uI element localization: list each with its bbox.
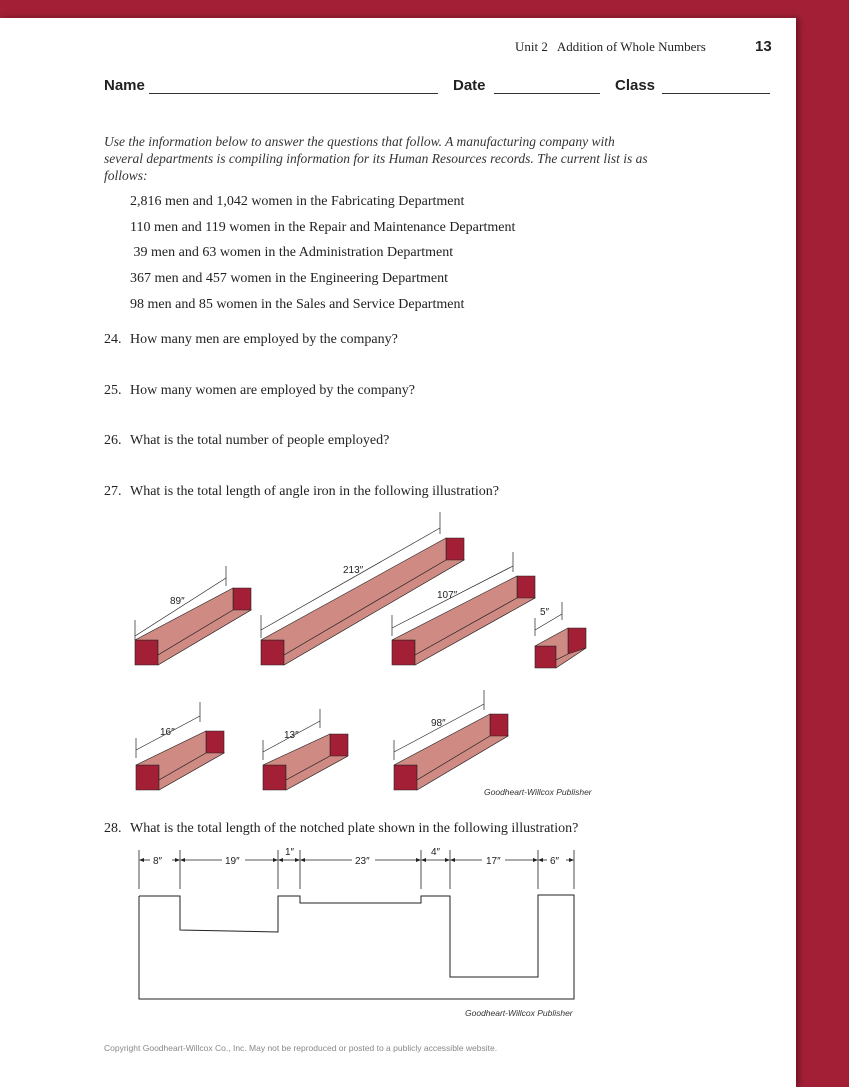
dimension-label: 13″ <box>284 730 299 741</box>
class-label: Class <box>615 77 656 94</box>
plate-dimension-label: 19″ <box>225 856 240 867</box>
running-head: Unit 2 Addition of Whole Numbers <box>515 39 706 54</box>
list-item: 39 men and 63 women in the Administration Department <box>130 245 454 261</box>
question-text: What is the total length of angle iron in the following illustration? <box>130 484 499 499</box>
question-text: What is the total number of people employed? <box>130 433 390 448</box>
name-label: Name <box>104 77 145 94</box>
question-number: 26. <box>104 433 122 448</box>
list-item: 98 men and 85 women in the Sales and Service Department <box>130 296 465 312</box>
image-credit: Goodheart-Willcox Publisher <box>465 1008 573 1018</box>
list-item: 110 men and 119 women in the Repair and Maintenance Department <box>130 219 516 235</box>
plate-dimension-label: 17″ <box>486 856 501 867</box>
question-number: 27. <box>104 484 122 499</box>
question-text: What is the total length of the notched plate shown in the following illustration? <box>130 821 579 836</box>
image-credit: Goodheart-Willcox Publisher <box>484 787 592 797</box>
list-item: 367 men and 457 women in the Engineering Department <box>130 271 449 287</box>
question-text: How many men are employed by the company? <box>130 332 398 347</box>
dimension-label: 213″ <box>343 565 364 576</box>
plate-dimension-label: 8″ <box>153 856 163 867</box>
plate-dimension-label: 23″ <box>355 856 370 867</box>
question-number: 28. <box>104 821 122 836</box>
intro-text: Use the information below to answer the questions that follow. A manufacturing company with several departments is compiling information for its Human Resources records. The current list is as follows: <box>104 134 648 183</box>
dimension-label: 16″ <box>160 727 175 738</box>
question-number: 25. <box>104 383 122 398</box>
dimension-label: 98″ <box>431 718 446 729</box>
dimension-label: 5″ <box>540 607 550 618</box>
list-item: 2,816 men and 1,042 women in the Fabricating Department <box>130 194 465 209</box>
question-text: How many women are employed by the company? <box>130 383 415 398</box>
copyright-notice: Copyright Goodheart-Willcox Co., Inc. May not be reproduced or posted to a publicly accessible website. <box>104 1043 498 1053</box>
plate-dimension-label: 4″ <box>431 847 441 858</box>
plate-dimension-label: 1″ <box>285 847 295 858</box>
page-number: 13 <box>755 38 772 55</box>
question-number: 24. <box>104 332 122 347</box>
dimension-label: 89″ <box>170 596 185 607</box>
plate-dimension-label: 6″ <box>550 856 560 867</box>
dimension-label: 107″ <box>437 590 458 601</box>
side-band <box>796 0 849 1087</box>
date-label: Date <box>453 77 486 94</box>
